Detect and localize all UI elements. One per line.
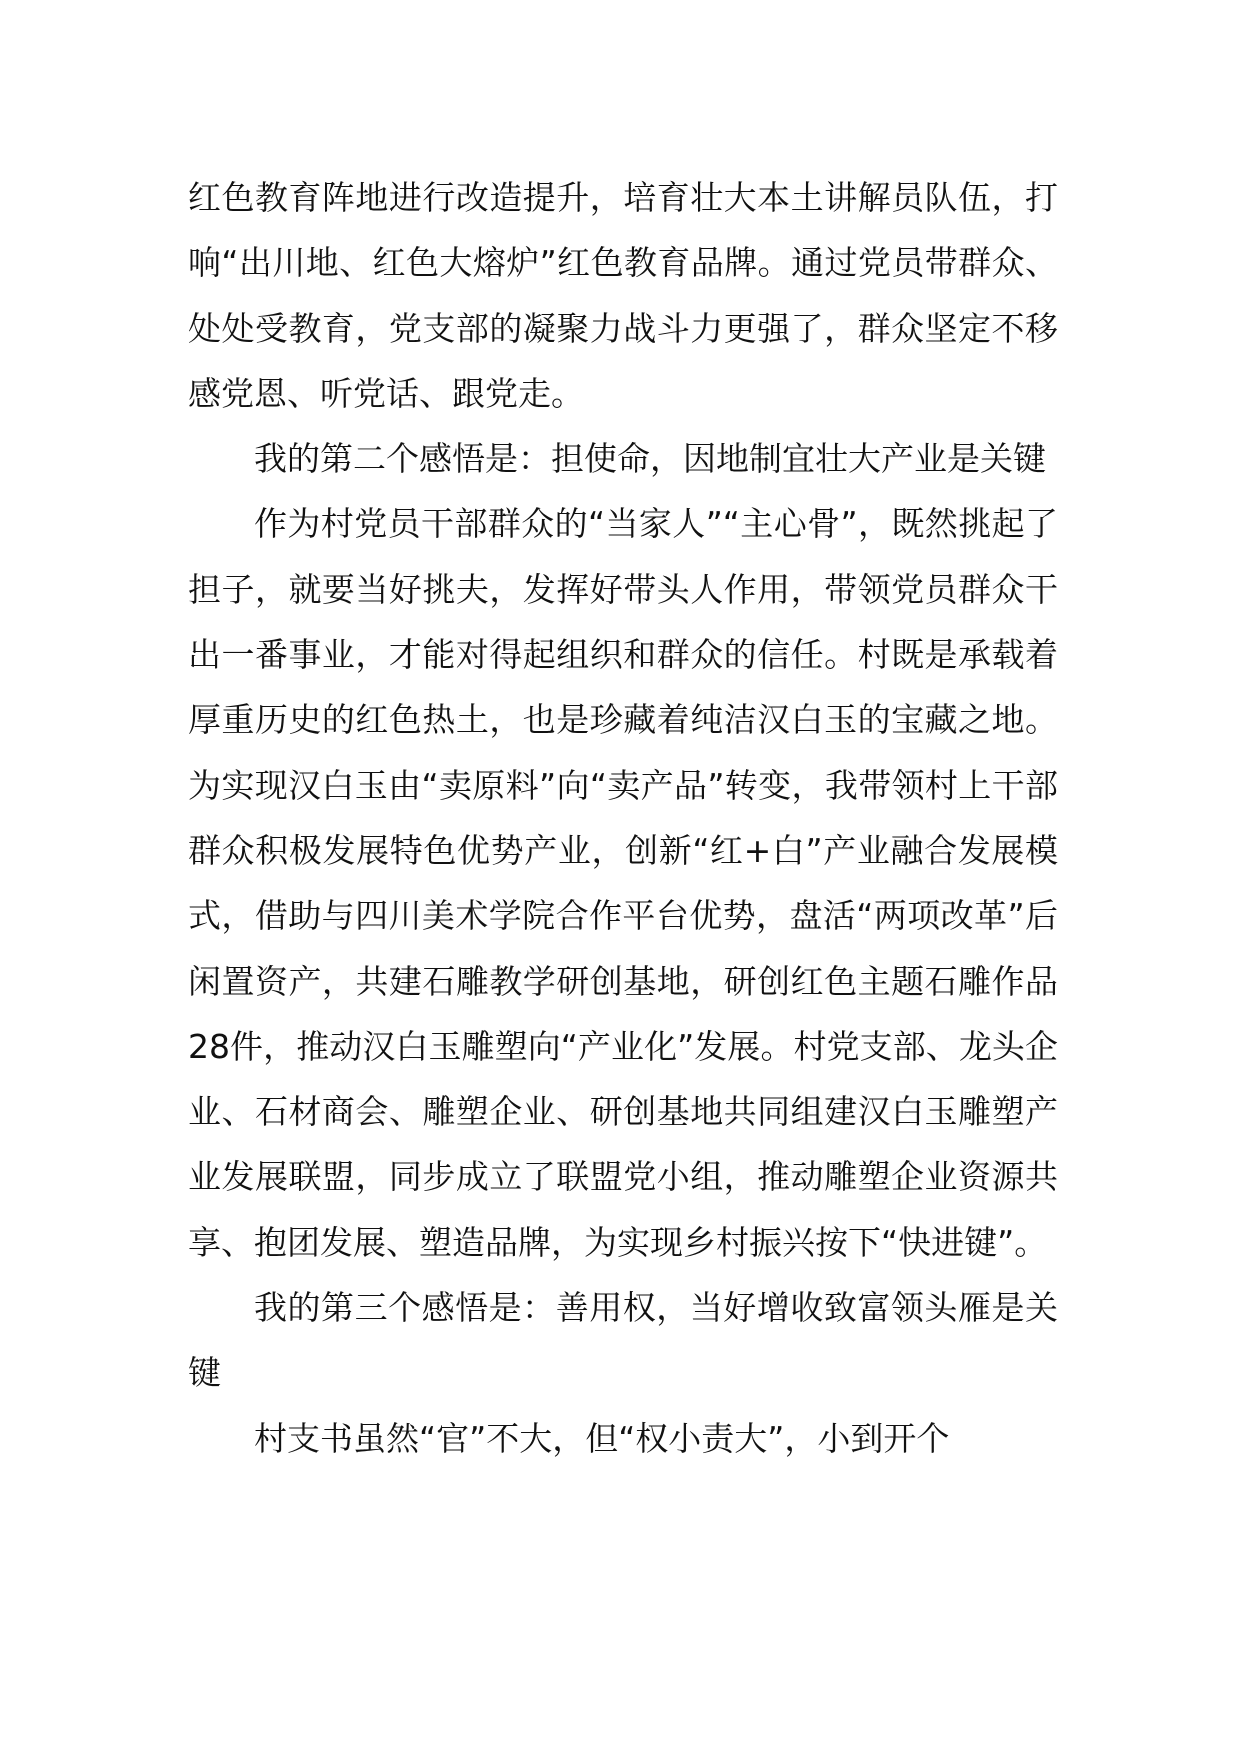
paragraph-village-secretary: 村支书虽然“官”不大，但“权小责大”，小到开个 [254,1418,950,1458]
paragraph-industry-development: 作为村党员干部群众的“当家人”“主心骨”，既然挑起了担子，就要当好挑夫，发挥好带头人作用，带领党员群众干出一番事业，才能对得起组织和群众的信任。村既是承载着厚重历史的红色热土，也是珍藏着纯洁汉白玉的宝藏之地。为实现汉白玉由“卖原料”向“卖产品”转变，我带领村上干部群众积极发展特色优势产业，创新“红+白”产业融合发展模式，借助与四川美术学院合作平台优势，盘活“两项改革”后闲置资产，共建石雕教学研创基地，研创红色主题石雕作品28件，推动汉白玉雕塑向“产业化”发展。村党支部、龙头企业、石材商会、雕塑企业、研创基地共同组建汉白玉雕塑产业发展联盟，同步成立了联盟党小组，推动雕塑企业资源共享、抱团发展、塑造品牌，为实现乡村振兴按下“快进键”。 [188,504,1058,1262]
heading-third-insight: 我的第三个感悟是：善用权，当好增收致富领头雁是关键 [188,1288,1058,1393]
heading-second-insight: 我的第二个感悟是：担使命，因地制宜壮大产业是关键 [254,439,1046,479]
document-body [188,165,1058,1471]
paragraph-red-education: 红色教育阵地进行改造提升，培育壮大本土讲解员队伍，打响“出川地、红色大熔炉”红色教育品牌。通过党员带群众、处处受教育，党支部的凝聚力战斗力更强了，群众坚定不移感党恩、听党话、跟党走。 [188,178,1058,413]
